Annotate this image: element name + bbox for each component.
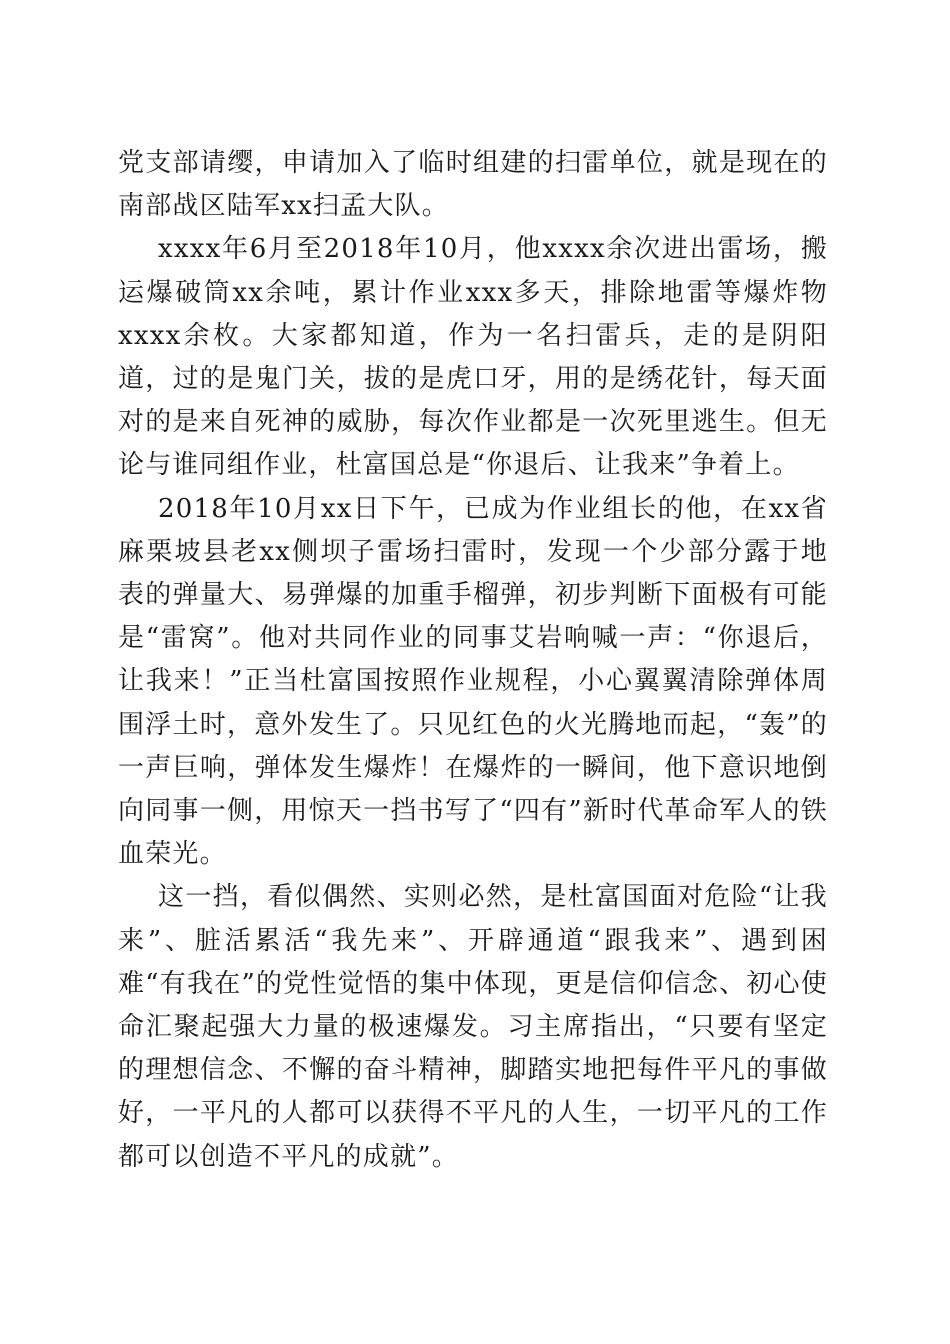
- paragraph-1: 党支部请缨，申请加入了临时组建的扫雷单位，就是现在的南部战区陆军xx扫孟大队。: [118, 148, 828, 222]
- paragraph-3: 2018年10月xx日下午，已成为作业组长的他，在xx省麻栗坡县老xx侧坝子雷场扫雷时，发现一个少部分露于地表的弹量大、易弹爆的加重手榴弹，初步判断下面极有可能是“雷窝”。他对共同作业的同事艾岩响喊一声：“你退后，让我来！”正当杜富国按照作业规程，小心翼翼清除弹体周围浮土时，意外发生了。只见红色的火光腾地而起，“轰”的一声巨响，弹体发生爆炸！在爆炸的一瞬间，他下意识地倒向同事一侧，用惊天一挡书写了“四有”新时代革命军人的铁血荣光。: [118, 493, 828, 870]
- paragraph-2: xxxx年6月至2018年10月，他xxxx余次进出雷场，搬运爆破筒xx余吨，累计作业xxx多天，排除地雷等爆炸物xxxx余枚。大家都知道，作为一名扫雷兵，走的是阴阳道，过的是鬼门关，拔的是虎口牙，用的是绣花针，每天面对的是来自死神的威胁，每次作业都是一次死里逃生。但无论与谁同组作业，杜富国总是“你退后、让我来”争着上。: [118, 234, 828, 481]
- body-text: [118, 142, 828, 1179]
- paragraph-4: 这一挡，看似偶然、实则必然，是杜富国面对危险“让我来”、脏活累活“我先来”、开辟通道“跟我来”、遇到困难“有我在”的党性觉悟的集中体现，更是信仰信念、初心使命汇聚起强大力量的极速爆发。习主席指出，“只要有坚定的理想信念、不懈的奋斗精神，脚踏实地把每件平凡的事做好，一平凡的人都可以获得不平凡的人生，一切平凡的工作都可以创造不平凡的成就”。: [118, 882, 828, 1172]
